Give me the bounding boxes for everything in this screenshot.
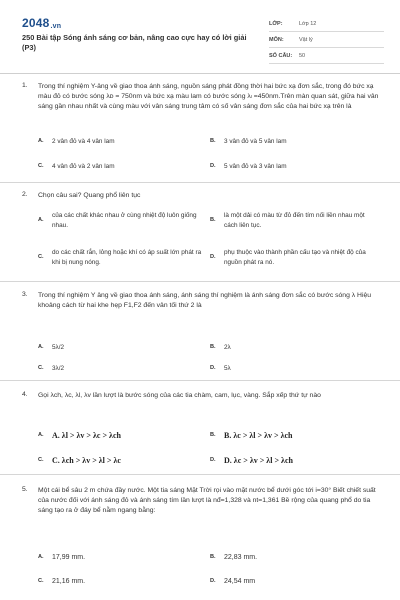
question-divider — [0, 474, 400, 475]
question-divider — [0, 182, 400, 183]
meta-row-count: SỐ CÂU: 50 — [269, 48, 384, 64]
question-text: Gọi λch, λc, λl, λv lần lượt là bước sóng của các tia chàm, cam, lục, vàng. Sắp xếp thứ tự nào — [38, 392, 321, 399]
document-header — [14, 14, 386, 62]
question-number: 2. — [22, 191, 28, 198]
question-text: Trong thí nghiệm Y-âng về giao thoa ánh sáng, nguồn sáng phát đồng thời hai bức xạ đơn sắc, trong đó bức xạ màu đỏ có bước sóng λᴅ = 750nm và bức xạ màu lam có bước sóng λₗ =450nm.Trên màn quan sát, giữa hai vân sáng gần nhau nhất và cùng màu với vân sáng trung tâm có số vân sáng đơn sắc của hai bức xạ trên là — [38, 83, 379, 111]
question-text: Trong thí nghiệm Y âng về giao thoa ánh sáng, ánh sáng thí nghiệm là ánh sáng đơn sắc có bước sóng λ Hiệu khoảng cách từ hai khe hẹp F1,F2 đến vân tối thứ 2 là — [38, 292, 372, 310]
site-logo[interactable]: 2048.vn — [22, 16, 62, 30]
question-number: 1. — [22, 82, 28, 89]
question-divider — [0, 380, 400, 381]
question-text: Một cái bể sâu 2 m chứa đầy nước. Một tia sáng Mặt Trời rọi vào mặt nước bể dưới góc tới i=30° Biết chiết suất của nước đối với ánh sáng đỏ và ánh sáng tím lần lượt là nđ=1,328 và nt=1,361 Bề rộng của quang phổ do tia sáng tạo ra ở đáy bể nằm ngang bằng: — [38, 487, 376, 515]
question-divider — [0, 281, 400, 282]
header-divider — [0, 73, 400, 74]
meta-table — [269, 16, 384, 64]
meta-row-class: LỚP: Lớp 12 — [269, 16, 384, 32]
question-number: 3. — [22, 291, 28, 298]
question-number: 4. — [22, 391, 28, 398]
document-title: 250 Bài tập Sóng ánh sáng cơ bản, nâng cao cực hay có lời giải (P3) — [22, 33, 247, 52]
meta-row-subject: MÔN: Vật lý — [269, 32, 384, 48]
question-text: Chọn câu sai? Quang phổ liên tục — [38, 192, 141, 199]
question-number: 5. — [22, 486, 28, 493]
